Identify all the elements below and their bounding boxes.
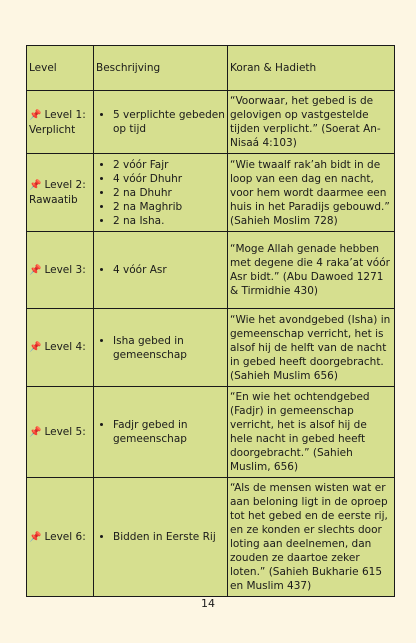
list-item: • 2 vóór Fajr [113,158,225,172]
pushpin-icon: 📌 [29,531,42,543]
list-item: • 4 vóór Asr [113,263,225,277]
pushpin-icon: 📌 [29,180,42,191]
quote-cell: “Voorwaar, het gebed is de gelovigen op vastgestelde tijden verplicht.” (Soerat An-Nisaá 4:103) [228,91,395,154]
description-list [96,108,225,136]
description-cell [94,309,228,387]
pushpin-icon: 📌 [29,426,42,438]
list-item: • 2 na Isha. [113,214,225,228]
level-label: Level 2: Rawaatib [29,179,86,206]
level-label: Level 1: Verplicht [29,108,86,136]
level-cell [27,478,94,597]
quote-cell: “En wie het ochtendgebed (Fadjr) in gemeenschap verricht, het is alsof hij de hele nacht in gebed heeft doorgebracht.” (Sahieh Muslim, 656) [228,387,395,478]
table-row [27,91,395,154]
description-list [96,334,225,362]
description-list [96,158,225,228]
list-item: • 2 na Maghrib [113,200,225,214]
page-number: 14 [201,597,215,610]
description-list [96,418,225,446]
list-item: • 2 na Dhuhr [113,186,225,200]
list-item: • Isha gebed in gemeenschap [113,334,225,362]
description-cell [94,478,228,597]
pushpin-icon: 📌 [29,342,42,353]
level-cell [27,309,94,387]
pushpin-icon: 📌 [29,109,42,121]
table-row [27,232,395,309]
table-row [27,478,395,597]
description-list [96,530,225,544]
level-cell [27,91,94,154]
table-row [27,387,395,478]
table-row [27,309,395,387]
header-level: Level [27,46,94,91]
quote-cell: “Als de mensen wisten wat er aan beloning ligt in de oproep tot het gebed en de eerste rij, en ze konden er slechts door loting aan deelnemen, dan zouden ze daartoe zeker loten.” (Sahieh Bukharie 615 en Muslim 437) [228,478,395,597]
description-cell [94,232,228,309]
list-item: • 4 vóór Dhuhr [113,172,225,186]
level-label: Level 4: [44,341,86,353]
level-label: Level 5: [44,425,86,438]
level-cell [27,232,94,309]
level-label: Level 3: [44,263,86,276]
description-list [96,263,225,277]
level-cell [27,154,94,232]
table-header-row [27,46,395,91]
levels-table-wrapper [26,45,394,597]
level-cell [27,387,94,478]
list-item: • Bidden in Eerste Rij [113,530,225,544]
list-item: • Fadjr gebed in gemeenschap [113,418,225,446]
description-cell [94,154,228,232]
description-cell [94,387,228,478]
pushpin-icon: 📌 [29,264,42,276]
header-description: Beschrijving [94,46,228,91]
levels-table [26,45,395,597]
list-item: • 5 verplichte gebeden op tijd [113,108,225,136]
quote-cell: “Wie twaalf rak’ah bidt in de loop van een dag en nacht, voor hem wordt daarmee een huis in het Paradijs gebouwd.” (Sahieh Moslim 728) [228,154,395,232]
description-cell [94,91,228,154]
level-label: Level 6: [44,530,86,543]
quote-cell: “Moge Allah genade hebben met degene die 4 raka’at vóór Asr bidt.” (Abu Dawoed 1271 & Tirmidhie 430) [228,232,395,309]
quote-cell: “Wie het avondgebed (Isha) in gemeenschap verricht, het is alsof hij de helft van de nacht in gebed heeft doorgebracht. (Sahieh Muslim 656) [228,309,395,387]
table-row [27,154,395,232]
header-sources: Koran & Hadieth [228,46,395,91]
